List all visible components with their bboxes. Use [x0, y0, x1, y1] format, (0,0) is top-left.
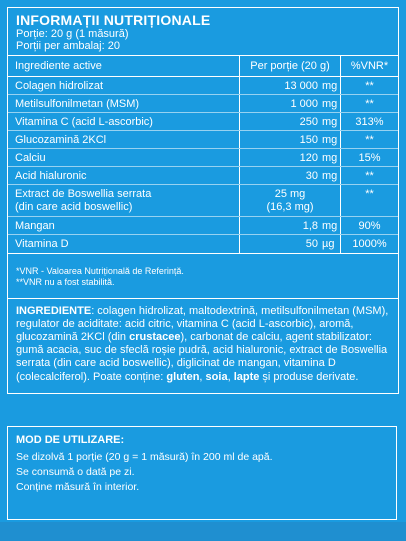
allergen-gluten: gluten [166, 370, 200, 383]
ingredient-unit: mg [322, 170, 338, 182]
allergen-soia: soia [205, 370, 228, 383]
label-header [8, 8, 398, 56]
ingredient-value: 1 000 [290, 98, 318, 110]
ingredient-value: 1,8 [302, 220, 318, 232]
ingredient-vnr: ** [365, 134, 374, 146]
table-header-row [8, 56, 398, 77]
ingredient-vnr: 1000% [352, 238, 387, 250]
footnote-vnr: *VNR - Valoarea Nutrițională de Referință. [16, 265, 184, 276]
allergen-crustacee: crustacee [129, 330, 181, 343]
table-row [8, 167, 398, 185]
ingredient-name: Acid hialuronic [15, 170, 87, 182]
nutrition-label [7, 7, 399, 394]
usage-line-measure: Conține măsură în interior. [16, 481, 140, 493]
ingredient-name: Colagen hidrolizat [15, 80, 104, 92]
ingredient-name: Metilsulfonilmetan (MSM) [15, 98, 140, 110]
bottom-band [0, 522, 406, 541]
ingredients-label: INGREDIENTE [16, 304, 92, 317]
ingredient-name: Calciu [15, 152, 46, 164]
usage-line-dose: Se dizolvă 1 porție (20 g = 1 măsură) în 200 ml de apă. [16, 451, 273, 463]
ingredients-list: INGREDIENTE: colagen hidrolizat, maltodextrină, metilsulfonilmetan (MSM), regulator de aciditate: acid citric, vitamina C (acid L-ascorbic), aromă, glucozamină 2KCl (din crustacee), carbonat de calciu, agent stabilizator: gumă acacia, suc de sfeclă roșie pudră, acid hialuronic, extract de Boswellia serrata (din care acid boswellic), diglicinat de mangan, vitamina D (colecalciferol). Poate conține: gluten, soia, lapte și produse derivate. [8, 298, 398, 393]
ingredient-value: 13 000 [284, 80, 318, 92]
table-row [8, 149, 398, 167]
ingredient-vnr: 15% [358, 152, 381, 164]
ingredient-unit: mg [322, 98, 338, 110]
table-row [8, 95, 398, 113]
ingredient-vnr: ** [365, 80, 374, 92]
ingredient-vnr: ** [365, 98, 374, 110]
serving-size: Porție: 20 g (1 măsură) [16, 28, 129, 40]
usage-title: MOD DE UTILIZARE: [16, 434, 125, 446]
ingredient-vnr: ** [365, 170, 374, 182]
ingredient-value: 50 [305, 238, 318, 250]
ingredient-subname: (din care acid boswellic) [15, 201, 133, 213]
ingredient-value: 25 mg [274, 188, 306, 200]
ingredient-value: 30 [305, 170, 318, 182]
ingredient-value: 250 [299, 116, 318, 128]
table-row [8, 185, 398, 217]
label-title: INFORMAȚII NUTRIȚIONALE [16, 12, 211, 28]
col-header-per-serving: Per porție (20 g) [240, 56, 341, 77]
table-row [8, 235, 398, 253]
ingredient-unit: mg [322, 80, 338, 92]
ingredient-unit: mg [322, 220, 338, 232]
ingredient-unit: mg [322, 116, 338, 128]
ingredient-unit: mg [322, 152, 338, 164]
footnote-not-established: **VNR nu a fost stabilită. [16, 276, 115, 287]
col-header-ingredient: Ingrediente active [8, 56, 240, 77]
servings-per-pack: Porții per ambalaj: 20 [16, 40, 120, 52]
table-row [8, 131, 398, 149]
table-row [8, 77, 398, 95]
ingredient-name: Vitamina D [15, 238, 69, 250]
ingredient-subvalue: (16,3 mg) [266, 201, 314, 213]
allergen-lapte: lapte [233, 370, 260, 383]
ingredient-name: Mangan [15, 220, 55, 232]
ingredient-unit: µg [322, 238, 335, 250]
table-row [8, 217, 398, 235]
ingredient-vnr: ** [365, 188, 374, 200]
footnotes [8, 253, 398, 298]
usage-line-frequency: Se consumă o dată pe zi. [16, 466, 135, 478]
table-row [8, 113, 398, 131]
ingredient-value: 150 [299, 134, 318, 146]
usage-box [7, 426, 397, 520]
col-header-vnr: %VNR* [341, 56, 399, 77]
ingredient-name: Glucozamină 2KCl [15, 134, 107, 146]
ingredient-vnr: 313% [355, 116, 384, 128]
ingredient-name: Vitamina C (acid L-ascorbic) [15, 116, 153, 128]
ingredient-unit: mg [322, 134, 338, 146]
ingredient-value: 120 [299, 152, 318, 164]
ingredient-name: Extract de Boswellia serrata [15, 188, 152, 200]
nutrition-table [8, 56, 398, 253]
ingredient-vnr: 90% [358, 220, 381, 232]
